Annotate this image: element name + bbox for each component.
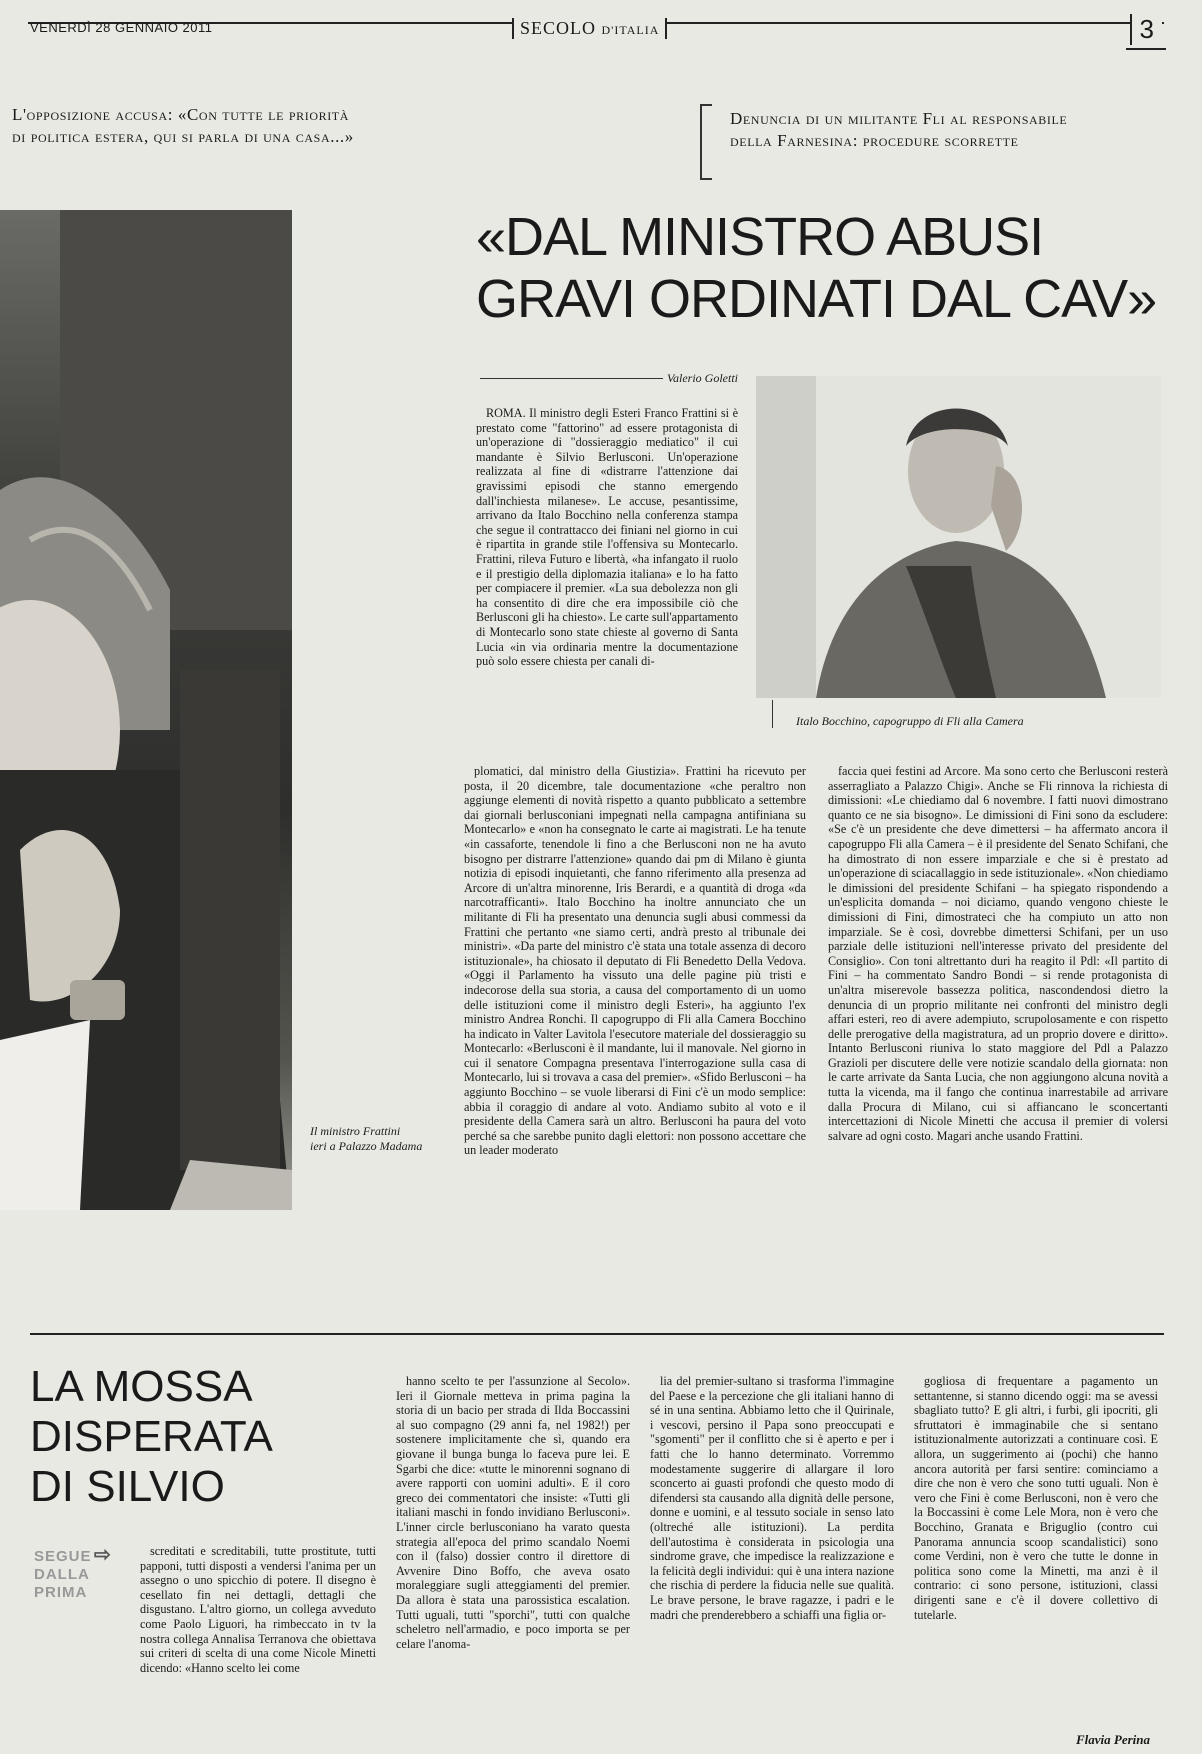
kicker-right	[730, 108, 1170, 152]
article-column-2	[828, 764, 1168, 1324]
article-byline	[480, 371, 738, 394]
newspaper-title	[512, 18, 667, 39]
editorial-headline	[30, 1362, 360, 1512]
photo-frattini-caption-line2: ieri a Palazzo Madama	[310, 1139, 423, 1153]
article-column-1-top	[476, 406, 738, 766]
article-headline-line1: «DAL MINISTRO ABUSI	[476, 207, 1044, 267]
editorial-signature: Flavia Perina	[1075, 1732, 1150, 1747]
photo-frattini	[0, 210, 292, 1210]
editorial-column-3	[650, 1374, 894, 1740]
article-column-1	[464, 764, 806, 1324]
editorial-column-2	[396, 1374, 630, 1740]
photo-frattini-caption	[310, 1124, 450, 1154]
segue-line2: DALLA	[34, 1566, 90, 1583]
editorial-paragraph: hanno scelto te per l'assunzione al Secolo». Ieri il Giornale metteva in prima pagina la storia di un bacio per strada di Ilda Boccassini al suo compagno (29 anni fa, nel 1982!) per sostenere implicitamente che sì, quando era giovane il bunga bunga lo faceva pure lei. E Sgarbi che dice: «tutte le minorenni sognano di avere rapporti con uomini adulti». E il coro greco dei commentatori che insiste: «Tutti gli italiani maschi in fondo invidiano Berlusconi». L'inner circle berlusconiano ha varato questa strategia all'epoca del primo scandalo Noemi con il (falso) dossier contro il direttore di Avvenire Dino Boffo, che aveva osato moraleggiare sugli atteggiamenti del premier. Da allora è stata una parossistica escalation. Tutti uguali, tutti "sporchi", tutti con qualche scheletro nell'armadio, e poco importa se per celare l'anoma-	[396, 1374, 630, 1651]
kicker-left-line1: L'opposizione accusa: «Con tutte le priorità	[12, 105, 349, 124]
byline-author: Valerio Goletti	[663, 371, 738, 385]
newspaper-name-suffix: D'ITALIA	[601, 23, 660, 37]
article-paragraph: plomatici, dal ministro della Giustizia». Frattini ha ricevuto per posta, il 20 dicembre, tale documentazione «che peraltro non aggiunge elementi di novità rispetto a quanto pubblicato a settembre dai giornali berlusconiani impegnati nella campagna antifiniana su Montecarlo» e «non ha consegnato le carte ai magistrati. Le ha tenute «in cassaforte, tenendole li fino a che Berlusconi non ne ha avuto bisogno per distrarre l'attenzione» quando dai pm di Milano è giunta notizia di episodi inquietanti, che fanno riferimento alla presenza ad Arcore di un'altra minorenne, Iris Berardi, e a quantità di droga «da narcotrafficanti». Italo Bocchino ha inoltre annunciato che un militante di Fli ha presentato una denuncia sugli abusi commessi da Frattini che pertanto «ne siamo certi, andrà presto al tribunale dei ministri». «Da parte del ministro c'è stata una totale assenza di decoro istituzionale», ha chiosato il deputato di Fli Benedetto Della Vedova. «Oggi il Parlamento ha vissuto una delle pagine più tristi e indecorose della sua storia, a causa del comportamento di un uomo delle istituzioni come il ministro degli Esteri», ha aggiunto l'ex ministro Andrea Ronchi. Il capogruppo di Fli alla Camera Bocchino ha indicato in Valter Lavitola l'esecutore materiale del dossieraggio su Montecarlo: «Berlusconi è il mandante, lui il manovale. Nel giorno in cui il senatore Compagna presentava l'interrogazione sulla casa di Montecarlo, lui si trovava a casa del premier». «Sfido Berlusconi – ha aggiunto Bocchino – se vuole liberarsi di Fini c'è un modo semplice: abbia il coraggio di andare al voto. Andiamo subito al voto e il presidente della Camera sarà un altro. Berlusconi ha paura del voto perché sa che sarebbe punito dagli elettori: non possono accettare che un leader moderato	[464, 764, 806, 1158]
kicker-bracket	[700, 104, 712, 180]
section-separator	[30, 1333, 1164, 1335]
kicker-left	[12, 104, 432, 148]
newspaper-name: SECOLO	[520, 18, 597, 38]
article-paragraph: faccia quei festini ad Arcore. Ma sono certo che Berlusconi resterà asserragliato a Palazzo Chigi». Anche se Fli rinnova la richiesta di dimissioni: «Le chiediamo dal 6 novembre. I fatti nuovi dimostrano quanto ce ne sia bisogno». Le dimissioni di Fini sono da escludere: «Se c'è un presidente che deve dimettersi – ha affermato ancora il capogruppo Fli alla Camera – è il presidente del Senato Schifani, che ha dimostrato di non essere imparziale e che si è prestato ad un'operazione di sciacallaggio in sede istituzionale». «Non chiediamo le dimissioni del presidente Schifani – ha spiegato rispondendo a un'esplicita domanda – noi diciamo, quando vengono chieste le dimissioni di Fini, dimostrateci che ha compiuto un atto non imparziale. Se è così, dovrebbe dimettersi Schifani, per un uso parziale delle istituzioni nell'interesse privato del presidente del Consiglio». Con toni altrettanto duri ha reagito il Pdl: «Il partito di Fini – ha commentato Sandro Bondi – si rende protagonista di un'altra miserevole bassezza politica, nascondendosi dietro la denuncia di un proprio militante nei confronti del ministro degli affari esteri, reo di avere adempiuto, scrupolosamente e con rispetto delle prerogative della magistratura, ad un proprio dovere e diritto». Intanto Berlusconi riuniva lo stato maggiore del Pdl a Palazzo Grazioli per discutere delle vere notizie scandalo della giornata: non le carte arrivate da Santa Lucia, che non aggiungono alcuna novità a tutta la vicenda, ma il fango che continua inarrestabile ad arrivare dalla Procura di Milano, cui si affiancano le sconcertanti intercettazioni di Nicole Minetti che accusa il premier di volersi salvare ad ogni costo. Magari anche usando Frattini.	[828, 764, 1168, 1143]
segue-line3: PRIMA	[34, 1584, 88, 1601]
arrow-right-icon: ⇨	[94, 1544, 112, 1566]
segue-dalla-prima	[34, 1544, 112, 1602]
issue-date: VENERDÌ 28 GENNAIO 2011	[30, 20, 213, 35]
photo-frattini-illustration	[0, 210, 292, 1210]
kicker-right-line1: Denuncia di un militante Fli al responsabile	[730, 109, 1068, 128]
photo-bocchino-caption-rule	[772, 700, 773, 728]
kicker-right-line2: della Farnesina: procedure scorrette	[730, 131, 1019, 150]
editorial-column-4	[914, 1374, 1158, 1726]
photo-bocchino	[756, 376, 1161, 698]
editorial-column-1	[140, 1544, 376, 1740]
kicker-left-line2: di politica estera, qui si parla di una casa...»	[12, 127, 354, 146]
photo-bocchino-illustration	[756, 376, 1161, 698]
editorial-headline-line2: DISPERATA	[30, 1412, 273, 1461]
editorial-headline-line3: DI SILVIO	[30, 1462, 225, 1511]
photo-bocchino-caption: Italo Bocchino, capogruppo di Fli alla Camera	[796, 714, 1024, 728]
editorial-paragraph: gogliosa di frequentare a pagamento un settantenne, si stanno dicendo oggi: ma se avessi sbagliato tutto? E gli altri, i furbi, gli ipocriti, gli sfruttatori è immaginabile che si sentano istituzionalmente autorizzati a continuare così. E allora, un suggerimento ai (pochi) che hanno ancora autorità per farsi sentire: cominciamo a dire che non è vero che sono tutti uguali. Non è vero che Fini è come Berlusconi, non è vero che la Boccassini è come Lele Mora, non è vero che Bocchino, Granata e Briguglio (contro cui Panorama annuncia scoop scandalistici) sono come Verdini, non è vero che tutte le donne in politica sono come la Minetti, ma anzi è il contrario: ci sono persone, istituzioni, classi dirigenti sane e c'è il dovere collettivo di tutelarle.	[914, 1374, 1158, 1622]
article-headline-line2: GRAVI ORDINATI DAL CAV»	[476, 269, 1157, 329]
photo-frattini-caption-line1: Il ministro Frattini	[310, 1124, 401, 1138]
article-headline	[476, 206, 1176, 330]
page-number: 3	[1130, 14, 1162, 45]
editorial-headline-line1: LA MOSSA	[30, 1362, 253, 1411]
editorial-paragraph: screditati e screditabili, tutte prostitute, tutti papponi, tutti disposti a vendersi l'anima per un assegno o uno spicchio di potere. Il disegno è cesellato fin nei dettagli, dettagli che disgustano. L'altro giorno, un collega avveduto come Paolo Liguori, ha rimbeccato in tv la nostra collega Annalisa Terranova che obiettava sui criteri di scelta di una come Nicole Minetti dicendo: «Hanno scelto lei come	[140, 1544, 376, 1675]
editorial-paragraph: lia del premier-sultano si trasforma l'immagine del Paese e la percezione che gli italiani hanno di sé in una sentina. Abbiamo letto che il Quirinale, i vescovi, persino il Papa sono preoccupati e "sgomenti" per il conflitto che si è aperto e per i fatti che lo hanno determinato. Vorremmo modestamente suggerire di allargare il loro sconcerto ai guasti profondi che questo modo di difendersi sta causando alla dignità delle persone, donne e uomini, e al tessuto sociale in senso lato (oltreché alle istituzioni). La perdita dell'autostima è considerata in psicologia una sindrome grave, che impedisce la realizzazione e la felicità degli individui: qui è una intera nazione che rischia di perdere la fiducia nelle sue qualità. Le brave persone, le brave ragazze, i padri e le madri che prenderebbero a schiaffi una figlia or-	[650, 1374, 894, 1622]
segue-line1: SEGUE	[34, 1548, 92, 1565]
article-paragraph: ROMA. Il ministro degli Esteri Franco Frattini si è prestato come "fattorino" ad essere protagonista di un'operazione di "dossieraggio mediatico" il cui mandante è Silvio Berlusconi. Un'operazione realizzata al fine di «distrarre l'attenzione dai gravissimi episodi che stanno emergendo dall'inchiesta milanese». Le accuse, pesantissime, arrivano da Italo Bocchino nella conferenza stampa che segue il contrattacco dei finiani nel giorno in cui è ripartita in grande stile l'offensiva su Montecarlo. Frattini, rileva Futuro e libertà, «ha infangato il ruolo e il prestigio della diplomazia italiana» e lo ha fatto per compiacere il premier. «La sua debolezza non gli ha consentito di dire che era impossibile ciò che Berlusconi gli ha chiesto». Le carte sull'appartamento di Montecarlo sono state chieste al governo di Santa Lucia «in via ordinaria mentre la documentazione può solo essere chiesta per canali di-	[476, 406, 738, 669]
